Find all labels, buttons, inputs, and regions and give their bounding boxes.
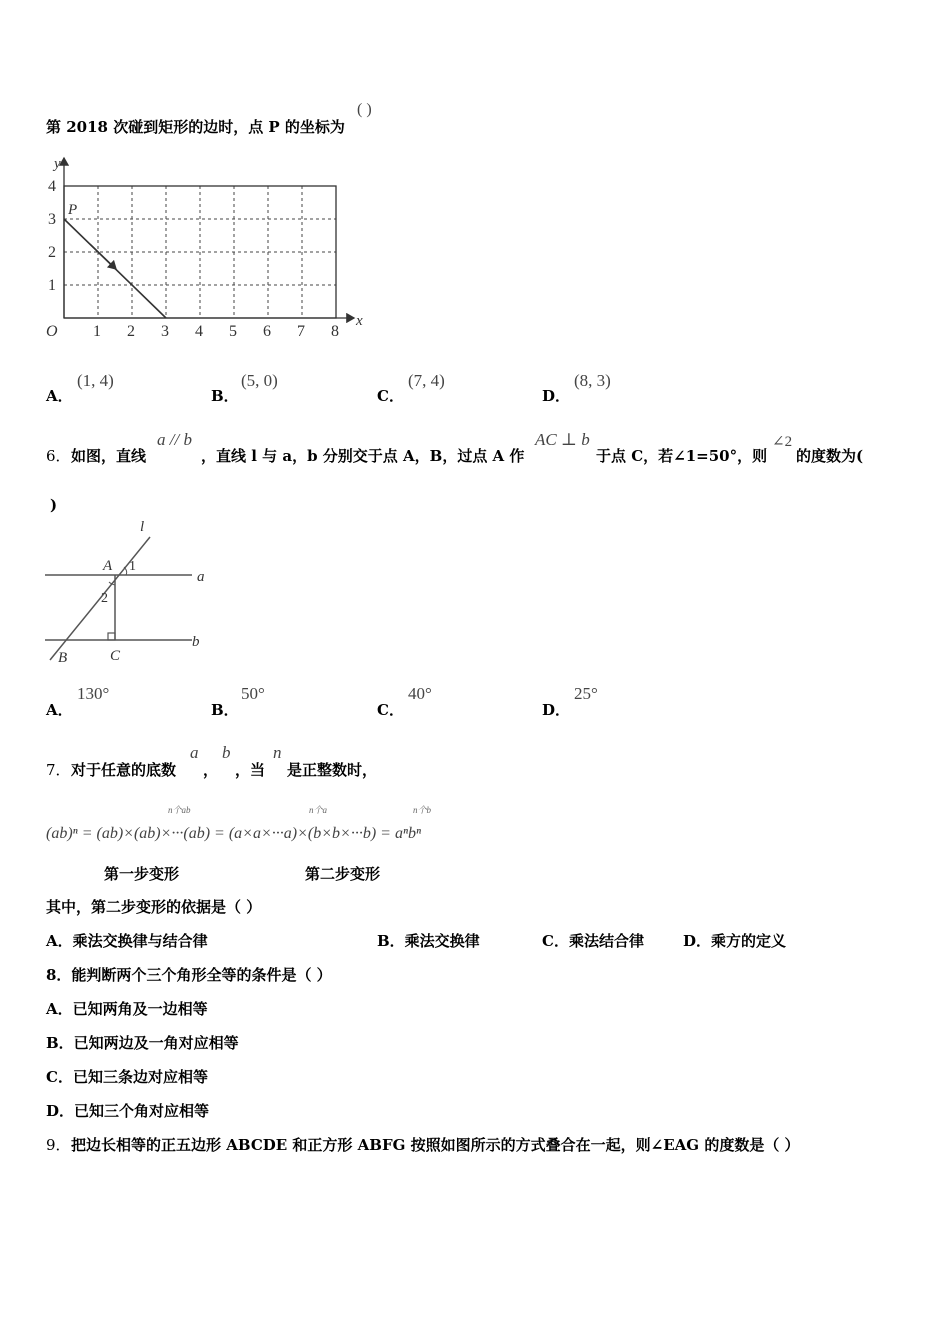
q5-answer-blank: ( ) xyxy=(357,101,372,118)
q7-comma: ， xyxy=(203,761,219,779)
q5-coordinate-graph xyxy=(40,150,380,345)
x-tick: 4 xyxy=(195,323,203,340)
q6-text-4: 的度数为( xyxy=(796,447,864,465)
q5-option-d-letter: D． xyxy=(542,387,571,405)
q5-option-d-value: (8, 3) xyxy=(574,371,611,390)
q8-option-b: B．已知两边及一角对应相等 xyxy=(46,1034,239,1052)
q7-option-b: B．乘法交换律 xyxy=(377,932,480,950)
x-tick: 1 xyxy=(93,323,101,340)
q8-option-a: A．已知两角及一边相等 xyxy=(46,1000,208,1018)
q7-formula: (ab)ⁿ = (ab)×(ab)×···(ab) = (a×a×···a)×(b×b×···b) = aⁿbⁿ xyxy=(46,825,422,842)
q7-math-a: a xyxy=(190,743,199,762)
q5-option-a-value: (1, 4) xyxy=(77,371,114,390)
x-tick: 5 xyxy=(229,323,237,340)
q6-math-a-parallel-b: a // b xyxy=(157,430,192,449)
q7-brace-label-3: n个b xyxy=(413,805,432,815)
angle-2-label: 2 xyxy=(101,591,108,606)
q7-math-b: b xyxy=(222,743,231,762)
x-tick: 7 xyxy=(297,323,305,340)
q7-step-2-label: 第二步变形 xyxy=(305,865,381,883)
q9-stem: 把边长相等的正五边形 ABCDE 和正方形 ABFG 按照如图所示的方式叠合在一起，则∠EAG 的度数是（ ） xyxy=(71,1136,800,1154)
q5-x-axis-label: x xyxy=(356,313,363,329)
q7-step-1-label: 第一步变形 xyxy=(104,865,180,883)
q5-point-p-label: P xyxy=(68,202,78,218)
point-a-label: A xyxy=(103,558,113,574)
q7-text-3: 是正整数时， xyxy=(287,761,378,779)
q5-option-c-value: (7, 4) xyxy=(408,371,445,390)
q5-option-a-letter: A． xyxy=(46,387,73,405)
x-tick: 8 xyxy=(331,323,339,340)
q6-option-b-value: 50° xyxy=(241,684,265,703)
q6-text-3: 于点 C，若∠1=50°，则 xyxy=(596,447,768,465)
q7-option-a: A．乘法交换律与结合律 xyxy=(46,932,208,950)
q6-text-2: ，直线 l 与 a，b 分别交于点 A，B，过点 A 作 xyxy=(201,447,525,465)
q6-text-1: 如图，直线 xyxy=(71,447,147,465)
q7-question: 其中，第二步变形的依据是（ ） xyxy=(46,898,262,916)
line-b-label: b xyxy=(192,634,200,650)
x-tick: 6 xyxy=(263,323,271,340)
q6-number: 6． xyxy=(46,447,71,465)
q7-option-c: C．乘法结合律 xyxy=(542,932,644,950)
y-tick: 2 xyxy=(48,244,56,261)
q5-option-b-letter: B． xyxy=(211,387,239,405)
q7-brace-label-2: n个a xyxy=(309,805,328,815)
q5-origin-label: O xyxy=(46,323,58,340)
q8-option-d: D．已知三个角对应相等 xyxy=(46,1102,210,1120)
q7-number: 7． xyxy=(46,761,71,779)
q5-option-b-value: (5, 0) xyxy=(241,371,278,390)
q6-option-b-letter: B． xyxy=(211,701,239,719)
q6-option-d-value: 25° xyxy=(574,684,598,703)
q6-math-ac-perp-b: AC ⊥ b xyxy=(535,430,590,449)
q7-brace-label-1: n个ab xyxy=(168,805,191,815)
y-tick: 3 xyxy=(48,211,56,228)
q6-option-c-letter: C． xyxy=(377,701,404,719)
q6-close-paren: ) xyxy=(50,496,58,514)
x-tick: 3 xyxy=(161,323,169,340)
q7-math-n: n xyxy=(273,743,282,762)
x-tick: 2 xyxy=(127,323,135,340)
point-b-label: B xyxy=(58,650,68,666)
q7-text-1: 对于任意的底数 xyxy=(71,761,177,779)
q8-stem: 8．能判断两个三个角形全等的条件是（ ） xyxy=(46,966,332,984)
q5-stem: 第 2018 次碰到矩形的边时，点 P 的坐标为 xyxy=(46,118,345,136)
line-l-label: l xyxy=(140,519,145,535)
q6-parallel-lines-figure xyxy=(40,515,220,670)
q6-option-a-letter: A． xyxy=(46,701,73,719)
q8-option-c: C．已知三条边对应相等 xyxy=(46,1068,208,1086)
q5-y-axis-label: y xyxy=(54,156,61,172)
q7-option-d: D．乘方的定义 xyxy=(683,932,787,950)
y-tick: 1 xyxy=(48,277,56,294)
q7-text-2: ，当 xyxy=(235,761,266,779)
y-tick: 4 xyxy=(48,178,56,195)
point-c-label: C xyxy=(110,648,121,664)
q6-option-c-value: 40° xyxy=(408,684,432,703)
q9-number: 9． xyxy=(46,1136,71,1154)
q5-option-c-letter: C． xyxy=(377,387,404,405)
q6-math-angle-2: ∠2 xyxy=(772,434,793,450)
q6-option-d-letter: D． xyxy=(542,701,571,719)
line-a-label: a xyxy=(197,569,205,585)
q6-option-a-value: 130° xyxy=(77,684,110,703)
angle-1-label: 1 xyxy=(129,559,136,574)
